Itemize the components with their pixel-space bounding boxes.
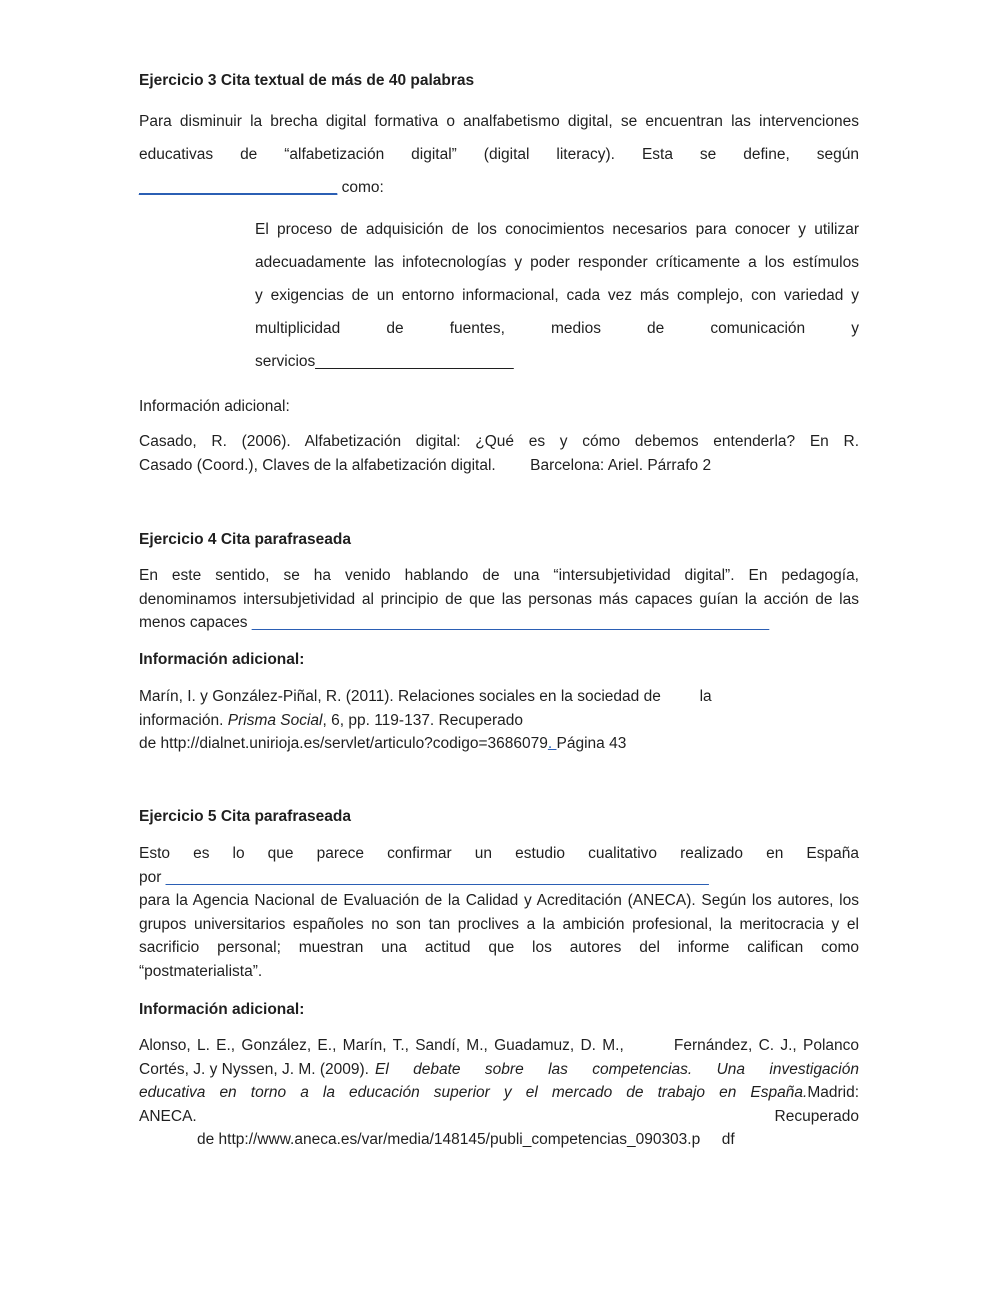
exercise-3-info-label: Información adicional: [139, 398, 290, 415]
reference-text: Madrid: [807, 1084, 859, 1101]
exercise-3-heading: Ejercicio 3 Cita textual de más de 40 palabras [139, 72, 475, 89]
quote-line: adecuadamente las infotecnologías y poder responder críticamente a los estímulos [255, 254, 859, 271]
reference-url-dot: . [547, 735, 557, 752]
body-line: grupos universitarios españoles no son tan proclives a la ambición profesional, la meritocracia y el [139, 915, 859, 933]
reference-line: Casado, R. (2006). Alfabetización digital: ¿Qué es y cómo debemos entenderla? En R. [139, 433, 859, 450]
body-line: “postmaterialista”. [139, 962, 263, 980]
body-line-text: por [139, 868, 166, 886]
reference-line [139, 732, 859, 756]
book-title: educativa en torno a la educación superior y el mercado de trabajo en España. [139, 1084, 808, 1101]
reference-text: ANECA. [139, 1107, 197, 1125]
exercise-3-intro-tail: como: [337, 179, 384, 196]
body-line: para la Agencia Nacional de Evaluación de la Calidad y Acreditación (ANECA). Según los autores, los [139, 892, 859, 909]
journal-title: Prisma Social [227, 711, 323, 729]
exercise-5-reference [139, 1034, 859, 1152]
reference-line [139, 709, 859, 733]
exercise-3-reference [139, 430, 859, 477]
book-title: El debate sobre las competencias. Una investigación [374, 1060, 859, 1078]
body-line: sacrificio personal; muestran una actitud que los autores del informe califican como [139, 939, 859, 956]
quote-line-blank[interactable]: servicios_______________________ [255, 353, 514, 370]
exercise-3-intro-line [139, 171, 859, 204]
exercise-4-info-label: Información adicional: [139, 651, 305, 668]
reference-url[interactable]: de http://dialnet.unirioja.es/servlet/articulo?codigo=3686079 [139, 735, 548, 752]
exercise-5-citation-blank[interactable]: _______________________________________________________________ [165, 868, 709, 886]
body-line-text: menos capaces [139, 614, 252, 631]
reference-page: Página 43 [556, 735, 627, 752]
reference-text: Cortés, J. y Nyssen, J. M. (2009). [139, 1060, 369, 1078]
reference-line: Alonso, L. E., González, E., Marín, T., Sandí, M., Guadamuz, D. M., Fernández, C. J., Polanco [139, 1037, 859, 1054]
exercise-5-heading: Ejercicio 5 Cita parafraseada [139, 808, 351, 825]
exercise-3-intro-line: Para disminuir la brecha digital formativa o analfabetismo digital, se encuentran las intervenciones [139, 113, 859, 130]
exercise-4-citation-blank[interactable]: ____________________________________________________________ [251, 614, 770, 631]
quote-line: multiplicidad de fuentes, medios de comunicación y [255, 320, 859, 337]
reference-text: información [139, 711, 220, 729]
reference-url[interactable]: de http://www.aneca.es/var/media/148145/publi_competencias_090303.p df [197, 1131, 735, 1148]
reference-line [139, 1058, 859, 1082]
reference-text: . [219, 711, 228, 729]
reference-text: , 6, pp. 119-137. Recuperado [322, 711, 523, 729]
body-line: denominamos intersubjetividad al principio de que las personas más capaces guían la acción de las [139, 590, 859, 608]
exercise-3-intro-line: educativas de “alfabetización digital” (digital literacy). Esta se define, según [139, 146, 859, 163]
body-line: Esto es lo que parece confirmar un estudio cualitativo realizado en España [139, 845, 859, 862]
quote-line: y exigencias de un entorno informacional, cada vez más complejo, con variedad y [255, 287, 859, 304]
exercise-3-intro [139, 105, 859, 204]
reference-line [139, 1081, 859, 1105]
reference-line: Casado (Coord.), Claves de la alfabetización digital. Barcelona: Ariel. Párrafo 2 [139, 456, 712, 474]
exercise-3-citation-blank[interactable]: _______________________ [139, 179, 338, 196]
exercise-5-body [139, 842, 859, 983]
exercise-4-heading: Ejercicio 4 Cita parafraseada [139, 531, 351, 548]
reference-text: Recuperado [774, 1107, 859, 1125]
body-line [139, 611, 859, 635]
quote-line: El proceso de adquisición de los conocimientos necesarios para conocer y utilizar [255, 221, 859, 238]
exercise-4-reference [139, 685, 859, 756]
body-line: En este sentido, se ha venido hablando de una “intersubjetividad digital”. En pedagogía, [139, 567, 859, 584]
exercise-5-info-label: Información adicional: [139, 1001, 305, 1018]
reference-line: Marín, I. y González-Piñal, R. (2011). Relaciones sociales en la sociedad de la [139, 688, 712, 705]
body-line [139, 866, 859, 890]
exercise-4-body [139, 564, 859, 635]
exercise-3-block-quote [255, 213, 859, 378]
reference-line [139, 1105, 859, 1129]
